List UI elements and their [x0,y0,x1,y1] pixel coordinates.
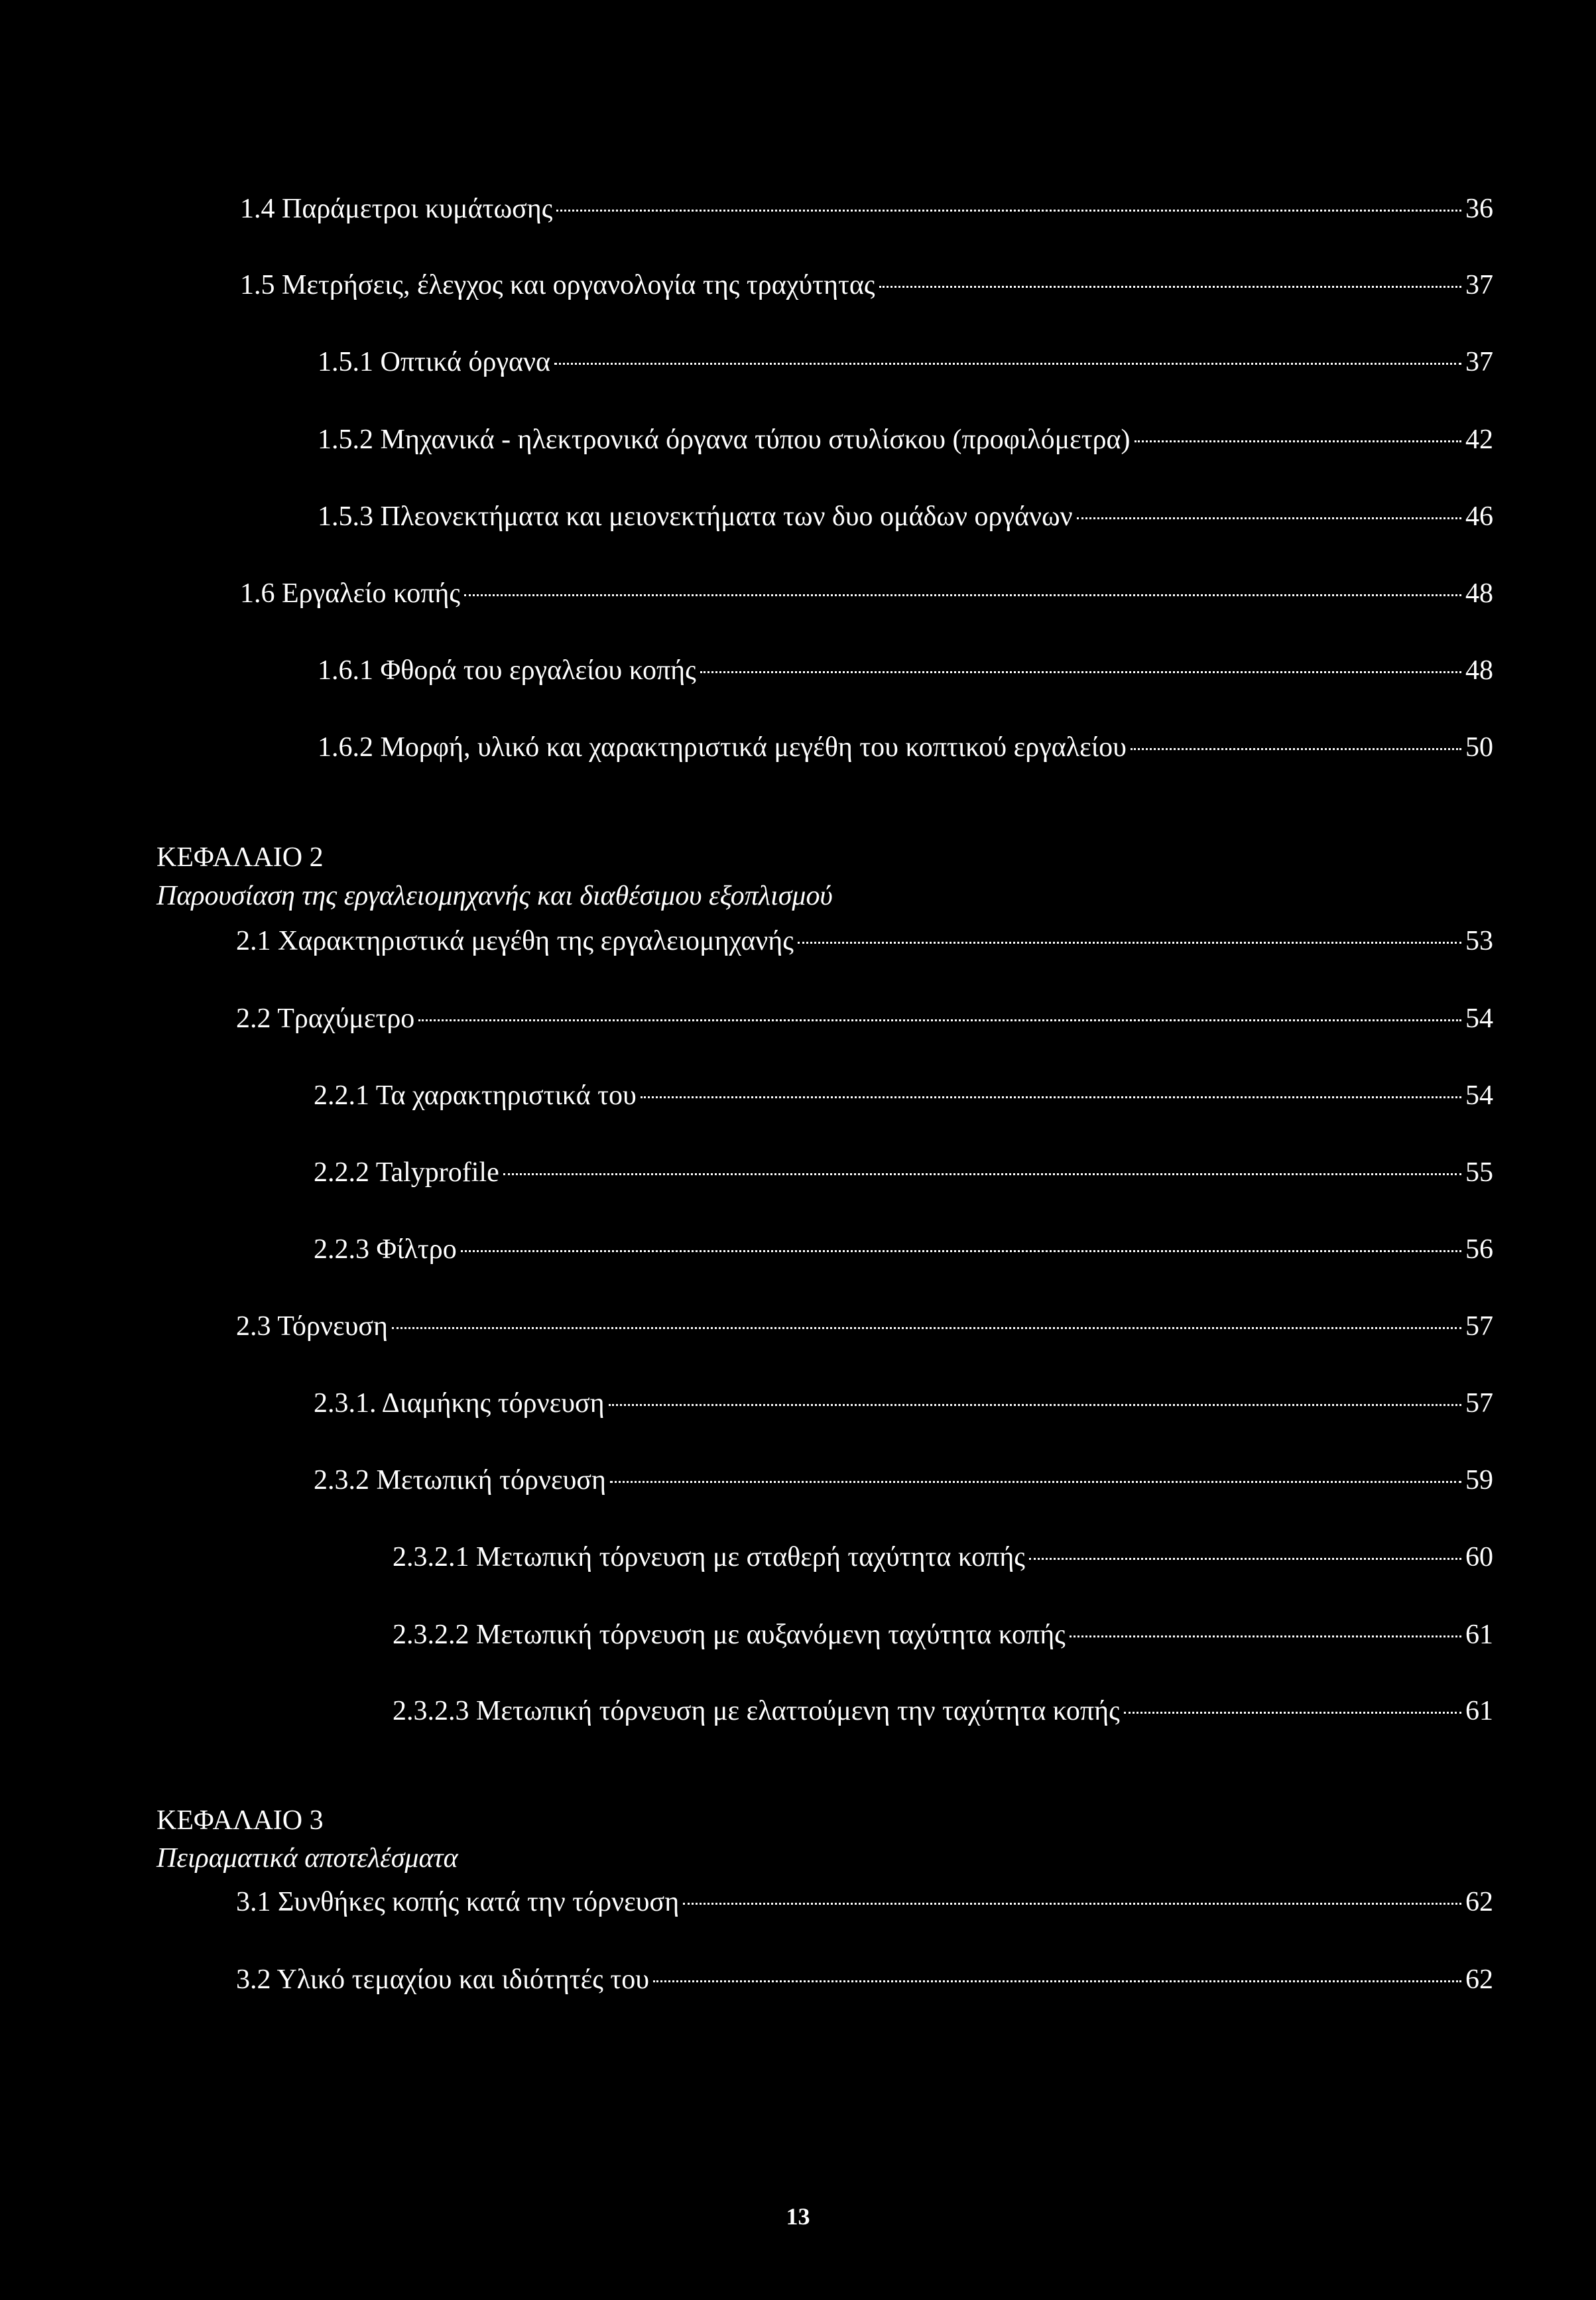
toc-entry-label: 1.6.1 Φθορά του εργαλείου κοπής [318,655,696,686]
toc-entry-page: 62 [1465,1887,1493,1917]
leader-dots [1029,1558,1461,1560]
chapter-subtitle: Παρουσίαση της εργαλειομηχανής και διαθέσιμου εξοπλισμού [156,881,833,911]
toc-entry [393,1618,1493,1651]
leader-dots [1135,440,1461,442]
leader-dots [418,1019,1461,1021]
toc-entry-label: 1.5.2 Μηχανικά - ηλεκτρονικά όργανα τύπου στυλίσκου (προφιλόμετρα) [318,424,1131,455]
toc-entry-label: 1.6.2 Μορφή, υλικό και χαρακτηριστικά μεγέθη του κοπτικού εργαλείου [318,732,1127,763]
toc-entry [314,1464,1493,1497]
leader-dots [700,671,1461,673]
toc-entry [314,1387,1493,1420]
toc-entry-page: 60 [1465,1542,1493,1572]
toc-entry [236,1963,1493,1996]
leader-dots [503,1173,1461,1175]
toc-entry-page: 56 [1465,1234,1493,1265]
toc-entry [236,1885,1493,1919]
leader-dots [464,594,1461,596]
toc-entry-label: 2.2.2 Talyprofile [314,1157,499,1188]
toc-entry [314,1079,1493,1112]
toc-entry-page: 55 [1465,1157,1493,1188]
toc-entry-label: 2.2.1 Τα χαρακτηριστικά του [314,1080,637,1111]
toc-entry-page: 36 [1465,194,1493,224]
chapter-subtitle: Πειραματικά αποτελέσματα [156,1843,458,1874]
toc-entry-page: 54 [1465,1003,1493,1034]
toc-entry-label: 3.1 Συνθήκες κοπής κατά την τόρνευση [236,1887,680,1917]
toc-entry [236,1310,1493,1343]
toc-entry-page: 57 [1465,1311,1493,1342]
leader-dots [1070,1635,1461,1637]
leader-dots [392,1327,1461,1329]
toc-entry [236,1002,1493,1035]
toc-entry [393,1541,1493,1574]
toc-entry-label: 2.3 Τόρνευση [236,1311,388,1342]
toc-entry-page: 48 [1465,655,1493,686]
toc-entry-label: 2.3.2.3 Μετωπική τόρνευση με ελαττούμενη την ταχύτητα κοπής [393,1696,1120,1726]
toc-entry [318,731,1493,764]
leader-dots [461,1250,1461,1252]
toc-entry-label: 1.4 Παράμετροι κυμάτωσης [240,194,553,224]
chapter-heading: ΚΕΦΑΛΑΙΟ 3 [156,1805,324,1836]
toc-entry-page: 54 [1465,1080,1493,1111]
toc-entry [318,346,1493,379]
page-number: 13 [786,2203,810,2230]
leader-dots [879,286,1462,288]
leader-dots [683,1903,1461,1905]
toc-entry-page: 48 [1465,578,1493,609]
toc-entry [393,1694,1493,1728]
toc-entry-label: 1.5 Μετρήσεις, έλεγχος και οργανολογία της τραχύτητας [240,270,875,300]
toc-entry-page: 53 [1465,926,1493,956]
leader-dots [610,1481,1461,1483]
toc-entry-page: 62 [1465,1964,1493,1995]
toc-entry-label: 2.3.2.1 Μετωπική τόρνευση με σταθερή ταχύτητα κοπής [393,1542,1025,1572]
toc-entry-page: 57 [1465,1388,1493,1419]
toc-entry [240,577,1493,610]
chapter-heading: ΚΕΦΑΛΑΙΟ 2 [156,842,324,873]
toc-entry-label: 2.3.2.2 Μετωπική τόρνευση με αυξανόμενη ταχύτητα κοπής [393,1620,1066,1650]
toc-entry-page: 42 [1465,424,1493,455]
toc-entry-page: 61 [1465,1620,1493,1650]
leader-dots [1077,517,1461,519]
toc-entry-label: 2.3.1. Διαμήκης τόρνευση [314,1388,605,1419]
toc-entry [318,654,1493,687]
toc-entry-page: 37 [1465,270,1493,300]
leader-dots [798,942,1461,944]
toc-entry [240,269,1493,302]
toc-entry [318,423,1493,456]
toc-entry-label: 1.5.1 Οπτικά όργανα [318,347,551,377]
toc-entry [318,500,1493,533]
toc-entry-label: 1.6 Εργαλείο κοπής [240,578,461,609]
leader-dots [641,1096,1461,1098]
toc-entry [314,1156,1493,1189]
toc-entry [240,192,1493,225]
leader-dots [556,210,1461,212]
leader-dots [554,363,1461,365]
toc-entry [236,925,1493,958]
toc-entry [314,1233,1493,1266]
leader-dots [653,1980,1461,1982]
toc-entry-label: 2.1 Χαρακτηριστικά μεγέθη της εργαλειομηχανής [236,926,794,956]
leader-dots [609,1404,1461,1406]
toc-entry-label: 1.5.3 Πλεονεκτήματα και μειονεκτήματα των δυο ομάδων οργάνων [318,501,1073,532]
leader-dots [1131,748,1461,750]
toc-entry-page: 46 [1465,501,1493,532]
toc-entry-label: 2.2.3 Φίλτρο [314,1234,457,1265]
toc-entry-label: 2.2 Τραχύμετρο [236,1003,415,1034]
toc-entry-label: 3.2 Υλικό τεμαχίου και ιδιότητές του [236,1964,650,1995]
leader-dots [1124,1712,1461,1714]
toc-entry-page: 50 [1465,732,1493,763]
toc-entry-page: 61 [1465,1696,1493,1726]
toc-entry-label: 2.3.2 Μετωπική τόρνευση [314,1465,606,1496]
toc-entry-page: 59 [1465,1465,1493,1496]
toc-entry-page: 37 [1465,347,1493,377]
